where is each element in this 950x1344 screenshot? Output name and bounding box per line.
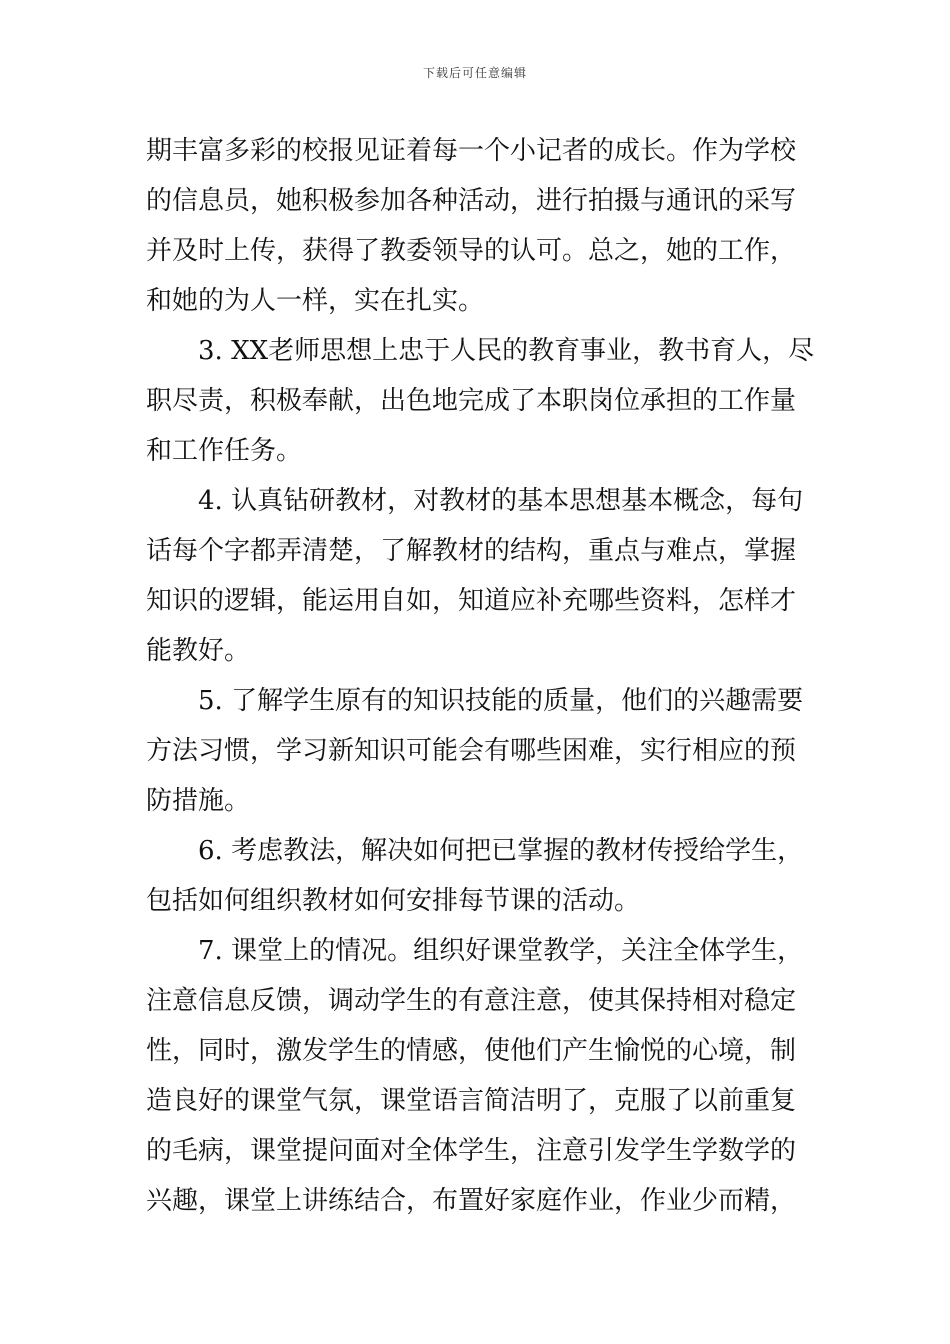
text-line: 的毛病，课堂提问面对全体学生，注意引发学生学数学的 [146, 1136, 797, 1166]
text-line: 的信息员，她积极参加各种活动，进行拍摄与通讯的采写 [146, 186, 797, 216]
text-line: 话每个字都弄清楚，了解教材的结构，重点与难点，掌握 [146, 536, 797, 566]
text-line: 3. XX老师思想上忠于人民的教育事业，教书育人，尽 [198, 336, 815, 366]
text-line: 4. 认真钻研教材，对教材的基本思想基本概念，每句 [198, 486, 804, 516]
text-line: 能教好。 [146, 636, 251, 666]
text-line: 职尽责，积极奉献，出色地完成了本职岗位承担的工作量 [146, 386, 797, 416]
text-line: 兴趣，课堂上讲练结合，布置好家庭作业，作业少而精， [146, 1186, 797, 1216]
text-line: 和工作任务。 [146, 436, 303, 466]
text-line: 并及时上传，获得了教委领导的认可。总之，她的工作， [146, 236, 797, 266]
text-line: 造良好的课堂气氛，课堂语言简洁明了，克服了以前重复 [146, 1086, 797, 1116]
text-line: 知识的逻辑，能运用自如，知道应补充哪些资料，怎样才 [146, 586, 797, 616]
text-line: 包括如何组织教材如何安排每节课的活动。 [146, 886, 641, 916]
text-line: 注意信息反馈，调动学生的有意注意，使其保持相对稳定 [146, 986, 797, 1016]
text-line: 和她的为人一样，实在扎实。 [146, 286, 485, 316]
document-body [146, 126, 815, 1226]
text-line: 期丰富多彩的校报见证着每一个小记者的成长。作为学校 [146, 136, 797, 166]
text-line: 性，同时，激发学生的情感，使他们产生愉悦的心境，制 [146, 1036, 797, 1066]
text-line: 6. 考虑教法，解决如何把已掌握的教材传授给学生， [198, 836, 804, 866]
text-line: 7. 课堂上的情况。组织好课堂教学，关注全体学生， [198, 936, 804, 966]
header-note: 下载后可任意编辑 [422, 66, 527, 80]
text-line: 防措施。 [146, 786, 251, 816]
text-line: 5. 了解学生原有的知识技能的质量，他们的兴趣需要 [198, 686, 804, 716]
text-line: 方法习惯，学习新知识可能会有哪些困难，实行相应的预 [146, 736, 797, 766]
